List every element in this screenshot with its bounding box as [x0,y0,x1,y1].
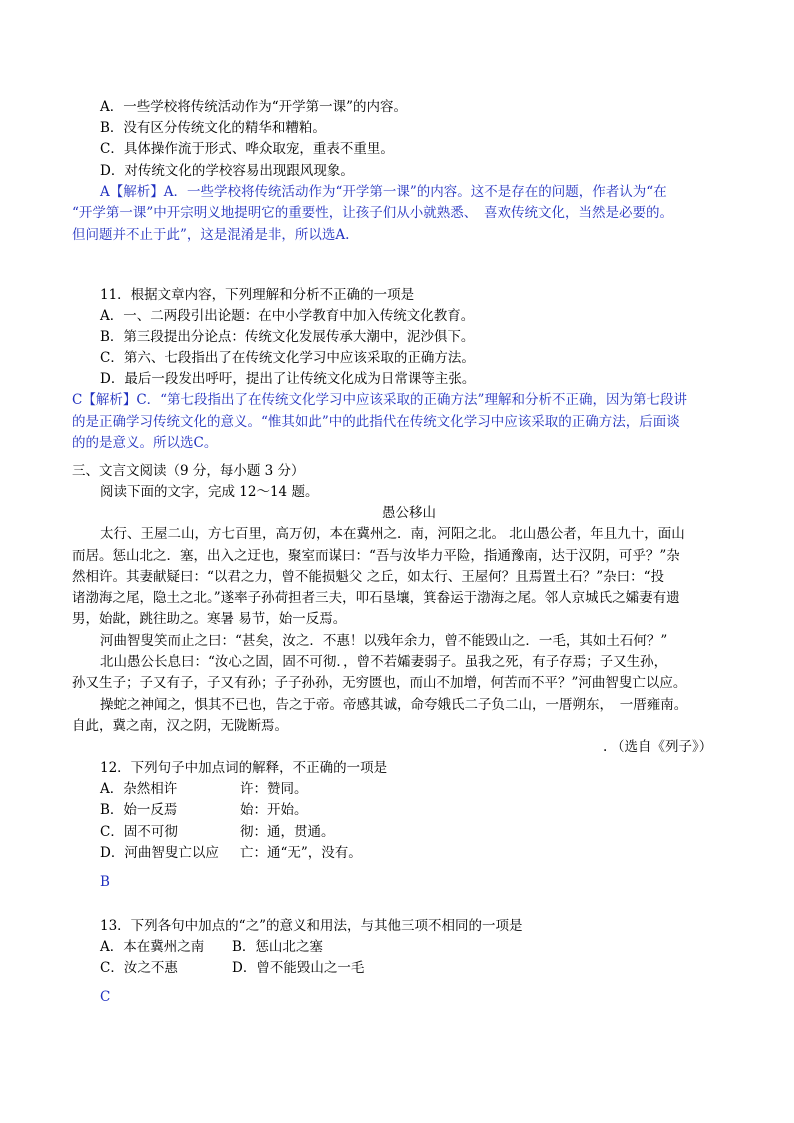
section3-instruction: 阅读下面的文字，完成 12～14 题。 [100,484,319,500]
passage-line-5: 男，始龀，跳往助之。寒暑 易节，始一反焉。 [72,611,347,627]
q10-answer-line-1: A【解析】A．一些学校将传统活动作为“开学第一课”的内容。这不是存在的问题，作者认为“在 [100,184,667,200]
q13-option-a: A．本在冀州之南 [100,939,205,955]
q11-answer-line-3: 的的是意义。所以选C。 [72,435,218,451]
q11-answer-line-1: C【解析】C．“第七段指出了在传统文化学习中应该采取的正确方法”理解和分析不正确，因为第七段讲 [72,392,687,408]
q11-option-a: A．一、二两段引出论题：在中小学教育中加入传统文化教育。 [100,308,475,324]
q12-option-d-gloss: 亡：通“无”，没有。 [240,845,362,861]
passage-line-6: 河曲智叟笑而止之曰：“甚矣，汝之．不惠！以残年余力，曾不能毁山之．一毛，其如土石何？” [100,633,668,649]
q12-option-b-gloss: 始：开始。 [240,802,308,818]
passage-title: 愚公移山 [382,505,436,521]
q11-option-d: D．最后一段发出呼吁，提出了让传统文化成为日常课等主张。 [100,371,476,387]
section3-heading: 三、文言文阅读（9 分，每小题 3 分） [72,463,305,479]
q10-answer-line-2: “开学第一课”中开宗明义地提明它的重要性，让孩子们从小就熟悉、 喜欢传统文化，当然是必要的。 [72,205,674,221]
q12-option-a-gloss: 许：赞同。 [240,781,308,797]
q11-stem: 11．根据文章内容，下列理解和分析不正确的一项是 [100,287,415,303]
q13-stem: 13．下列各句中加点的“之”的意义和用法，与其他三项不相同的一项是 [100,918,523,934]
q10-option-a: A．一些学校将传统活动作为“开学第一课”的内容。 [100,99,408,115]
q10-answer-line-3: 但问题并不止于此”，这是混淆是非，所以选A. [72,227,350,243]
q13-option-b: B．惩山北之塞 [232,939,323,955]
q12-stem: 12．下列句子中加点词的解释，不正确的一项是 [100,760,388,776]
q11-option-b: B．第三段提出分论点：传统文化发展传承大潮中，泥沙俱下。 [100,329,475,345]
passage-line-2: 而居。惩山北之．塞，出入之迂也，聚室而谋曰：“吾与汝毕力平险，指通豫南，达于汉阴，可乎？”杂 [72,548,680,564]
passage-source: （选自《列子》） [611,739,713,755]
passage-line-1: 太行、王屋二山，方七百里，高万仞，本在冀州之．南，河阳之北。 北山愚公者，年且九十，面山 [100,526,685,542]
q12-option-b-label: B．始一反焉 [100,802,178,818]
q12-answer: B [100,874,110,890]
passage-line-7: 北山愚公长息曰：“汝心之固，固不可彻．，曾不若孀妻弱子。虽我之死，有子存焉；子又生孙， [100,654,668,670]
q10-option-d: D．对传统文化的学校容易出现跟风现象。 [100,163,354,179]
q12-option-c-gloss: 彻：通，贯通。 [240,824,335,840]
passage-line-10: 自此，冀之南，汉之阴，无陇断焉。 [72,718,288,734]
q13-answer: C [100,989,111,1005]
q11-option-c: C．第六、七段指出了在传统文化学习中应该采取的正确方法。 [100,350,475,366]
q12-option-c-label: C．固不可彻 [100,824,178,840]
passage-line-8: 孙又生子；子又有子，子又有孙；子子孙孙，无穷匮也，而山不加增，何苦而不平？”河曲智叟亡以应。 [72,675,687,691]
passage-line-3: 然相许。其妻献疑曰：“以君之力，曾不能损魁父 之丘，如太行、王屋何？且焉置土石？”杂曰：“投 [72,569,664,585]
q12-option-a-label: A．杂然相许 [100,781,178,797]
q13-option-d: D．曾不能毁山之一毛 [232,960,365,976]
passage-line-4: 诸渤海之尾，隐土之北。”遂率子孙荷担者三夫，叩石垦壤，箕畚运于渤海之尾。邻人京城氏之孀妻有遗 [72,590,680,606]
q13-option-c: C．汝之不惠 [100,960,178,976]
q11-answer-line-2: 的是正确学习传统文化的意义。“惟其如此”中的此指代在传统文化学习中应该采取的正确方法，后面谈 [72,414,680,430]
passage-line-9: 操蛇之神闻之，惧其不已也，告之于帝。帝感其诚，命夸娥氏二子负二山，一厝朔东， 一厝雍南。 [100,697,688,713]
q12-option-d-label: D．河曲智叟亡以应 [100,845,219,861]
q10-option-c: C．具体操作流于形式、哗众取宠，重表不重里。 [100,141,394,157]
passage-source-dot: . [603,739,608,755]
q10-option-b: B．没有区分传统文化的精华和糟粕。 [100,120,326,136]
